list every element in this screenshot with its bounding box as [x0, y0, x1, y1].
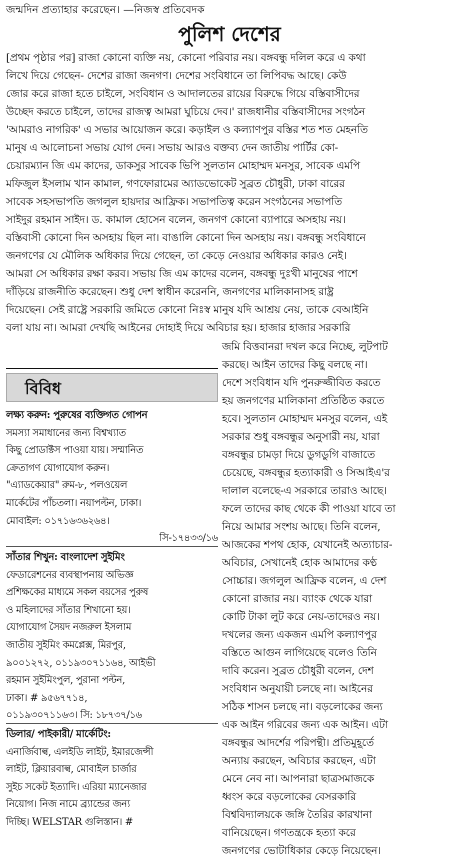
article-line: বস্তিবাসী কোনো দিন অসহায় ছিল না। বাঙালি কোনো দিন অসহায় নয়। বঙ্গবন্ধু সংবিধানে	[6, 232, 366, 244]
article-line: সাবেক সহসভাপতি জগলুল হায়দার আফ্রিক। সভাপতিত্ব করেন সংগঠনের সভাপতি	[6, 196, 342, 208]
classified-line: ডিলার/ পাইকারী/ মার্কেটিং:	[6, 729, 111, 740]
classified-line: রহমান সুইমিংপুল, পুরানা পল্টন,	[6, 675, 125, 687]
article-line: হবে। সুলতান মোহাম্মদ মনসুর বলেন, এই	[222, 413, 388, 425]
article-line: করছে। আইন তাদের কিছু বলছে না।	[222, 359, 368, 371]
classified-line: কিছু প্রোডাক্টস পাওয়া যায়। সম্মানিত	[6, 445, 144, 457]
article-line: দাঁড়িয়ে রাজনীতি করেছেন। শুধু দেশ স্বাধীন করেননি, জনগণের মালিকানাসহ রাষ্ট্র	[6, 286, 334, 298]
article-line: জমি বিত্তবানরা দখল করে নিচ্ছে, লুটপাট	[222, 341, 388, 353]
classified-line: জাতীয় সুইমিং কমপ্লেক্স, মিরপুর,	[6, 640, 126, 651]
article-line: 'আমরাও নাগরিক' এ সভার আয়োজন করে। কড়াইল ও কল্যাণপুর বস্তির শত শত মেহনতি	[6, 124, 368, 136]
article-line: জনগণের ভোটাধিকার কেড়ে নিয়েছেন।	[222, 845, 381, 857]
classified-line: লাইট, ক্লিয়ারবাল্ব, মোবাইল চার্জার	[6, 764, 137, 776]
article-line: আমরা সে অধিকার রক্ষা করব। সভায় জি এম কাদের বলেন, বঙ্গবন্ধু দুঃখী মানুষের পাশে	[6, 268, 358, 280]
article-line: লিখে দিয়ে গেছেন- দেশের রাজা জনগণ। দেশের সংবিধানে তা লিপিবদ্ধ আছে। কেউ	[6, 70, 347, 82]
article-line: সোচ্চার। জগলুল আফ্রিক বলেন, এ দেশ	[222, 575, 387, 587]
classified-line: ফেডারেশনের ব্যবস্থাপনায় অভিজ্ঞ	[6, 569, 134, 581]
article-line: দিয়েছেন। সেই রাষ্ট্রে সরকারি জমিতে কোনো নিঃস্ব মানুষ যদি আশ্রয় নেয়, তাকে বেআইনি	[6, 304, 369, 316]
classified-line: লক্ষ্য করুন: পুরুষের ব্যক্তিগত গোপন	[6, 410, 148, 421]
article-line: দখলের জন্য একজন এমপি কল্যাণপুর	[222, 629, 377, 641]
article-line: অন্যায় করছেন, অবিচার করছেন, এটা	[222, 755, 376, 767]
classified-line: ০১১৯৩০৭১১৬৩। সি: ১৮৭৩৭/১৬	[6, 710, 142, 722]
article-line: অবিচার, সেখানেই হোক আমাদের কণ্ঠ	[222, 557, 377, 569]
classified-line: ৯০০১২৭২, ০১১৯৩০৭১১৬৪, আইভী	[6, 657, 156, 669]
classified-line: এনার্জিবাল্ব, এলইডি লাইট, ইমারজেন্সী	[6, 746, 154, 758]
classified-line: যোগাযোগ সৈয়দ নজরুল ইসলাম	[6, 622, 132, 634]
article-line: আজকের শপথ হোক, যেখানেই অত্যাচার-	[222, 539, 393, 551]
article-line: বস্তিতে আগুন লাগিয়েছে বলেও তিনি	[222, 647, 377, 659]
article-line: উচ্ছেদ করতে চাইলে, তাদের রাজত্ব আমরা ঘুচিয়ে দেব।' রাজধানীর বস্তিবাসীদের সংগঠন	[6, 106, 366, 118]
article-line: মানুষ এ আলোচনা সভায় যোগ দেন। সভায় আরও বক্তব্য দেন জাতীয় পার্টির কো-	[6, 142, 339, 154]
classified-divider	[6, 546, 218, 547]
classifieds-title: বিবিধ	[6, 373, 218, 402]
article-line: [প্রথম পৃষ্ঠার পর] রাজা কোনো ব্যক্তি নয়, কোনো পরিবার নয়। বঙ্গবন্ধু দলিল করে এ কথা	[6, 52, 366, 64]
classified-line: মোবাইল: ০১৭১৬৩৬২৬৪।	[6, 515, 110, 527]
article-line: জোর করে রাজা হতে চাইলে, সংবিধান ও আদালতের রায়ের বিরুদ্ধে গিয়ে বস্তিবাসীদের	[6, 88, 360, 100]
classified-line: ও মহিলাদের সাঁতার শিখানো হয়।	[6, 604, 131, 616]
article-line: ধ্বংস করে বড়লোকের বেসরকারি	[222, 791, 357, 803]
article-line: বিশ্ববিদ্যালয়কে জঙ্গি তৈরির কারখানা	[222, 809, 372, 821]
article-line: চেয়েছে, বঙ্গবন্ধুর হত্যাকারী ও সিআইএ'র	[222, 467, 390, 479]
classified-line: সুইচ সকেট ইত্যাদি। এরিয়া ম্যানেজার	[6, 781, 147, 793]
article-line: সাইদুর রহমান সাইদ। ড. কামাল হোসেন বলেন, জনগণ কোনো ব্যাপারে অসহায় নয়।	[6, 214, 346, 226]
article-line: দাবি করেন। সুব্রত চৌধুরী বলেন, দেশ	[222, 665, 374, 677]
classified-line: সমস্যা সমাধানের জন্য বিশ্বখ্যাত	[6, 427, 126, 439]
classified-line: নিয়োগ। নিজ নামে ব্র্যান্ডের জন্য	[6, 799, 130, 811]
headline: পুলিশ দেশের	[178, 22, 281, 46]
classified-line: ঢাকা। # ৯৫৬৭৭১৪,	[6, 692, 88, 704]
article-line: সরকার শুধু বঙ্গবন্ধুর অনুসারী নয়, যারা	[222, 431, 380, 443]
previous-article-end: জন্মদিন প্রত্যাহার করেছেন। —নিজস্ব প্রতিবেদক	[6, 4, 205, 16]
article-line: ফলে তাদের কাছ থেকে কী পাওয়া যাবে তা	[222, 503, 396, 515]
article-line: মেনে নেব না। আপনারা ছাত্রসমাজকে	[222, 773, 375, 785]
classified-line: সাঁতার শিখুন: বাংলাদেশ সুইমিং	[6, 552, 125, 563]
article-line: সঠিক শাসন চলছে না। বড়লোকের জন্য	[222, 701, 383, 713]
article-line: সংবিধান অনুযায়ী চলছে না। আইনের	[222, 683, 373, 695]
classified-divider	[6, 723, 218, 724]
article-line: বানিয়েছেন। গণতন্ত্রকে হত্যা করে	[222, 827, 356, 839]
article-line: চেয়ারম্যান জি এম কাদের, ডাকসুর সাবেক ভিপি সুলতান মোহাম্মদ মনসুর, সাবেক এমপি	[6, 160, 360, 172]
article-line: হয় জনগণের মালিকানা প্রতিষ্ঠিত করতে	[222, 395, 385, 407]
classified-ref: সি-১৭৪৩৩/১৬	[159, 533, 218, 545]
article-line: কোনো রাজার নয়। ব্যাংক থেকে যারা	[222, 593, 373, 605]
article-line: জনগণের যে মৌলিক অধিকার দিয়ে গেছেন, তা কেড়ে নেওয়ার অধিকার কারও নেই।	[6, 250, 347, 262]
article-line: বঙ্গবন্ধুর চামড়া দিয়ে ডুগডুগি বাজাতে	[222, 449, 375, 461]
classified-line: মার্কেটের পাঁচতলা। নয়াপল্টন, ঢাকা।	[6, 498, 142, 509]
classified-line: প্রশিক্ষকের মাধ্যমে সকল বয়সের পুরুষ	[6, 587, 149, 599]
article-line: বলা যায় না। আমরা দেখছি আইনের দোহাই দিয়ে অবিচার হয়। হাজার হাজার সরকারি	[6, 322, 351, 334]
article-line: নিয়ে আমার সংশয় আছে। তিনি বলেন,	[222, 521, 381, 533]
article-line: বঙ্গবন্ধুর আদর্শের পরিপন্থী। প্রতিমুহূর্তে	[222, 737, 374, 749]
classified-line: দিচ্ছি। WELSTAR গুলিস্তান। #	[6, 817, 133, 828]
classified-line: ক্রেতাগণ যোগাযোগ করুন।	[6, 462, 110, 474]
article-line: মফিজুল ইসলাম খান কামাল, গণফোরামের অ্যাডভোকেট সুব্রত চৌধুরী, ঢাকা বারের	[6, 178, 345, 190]
article-line: এক আইন গরিবের জন্য এক আইন। এটা	[222, 719, 388, 731]
classified-line: "এ্যাডকেয়ার" রুম-৮, পলওয়েল	[6, 480, 128, 492]
classifieds-box	[6, 368, 218, 829]
article-line: দালাল বলেছে-এ সরকারে তারাও আছে।	[222, 485, 387, 497]
article-line: কোটি টাকা লুট করে নেয়-তাদেরও নয়।	[222, 611, 380, 623]
article-line: দেশে সংবিধান যদি পুনরুজ্জীবিত করতে	[222, 377, 381, 389]
